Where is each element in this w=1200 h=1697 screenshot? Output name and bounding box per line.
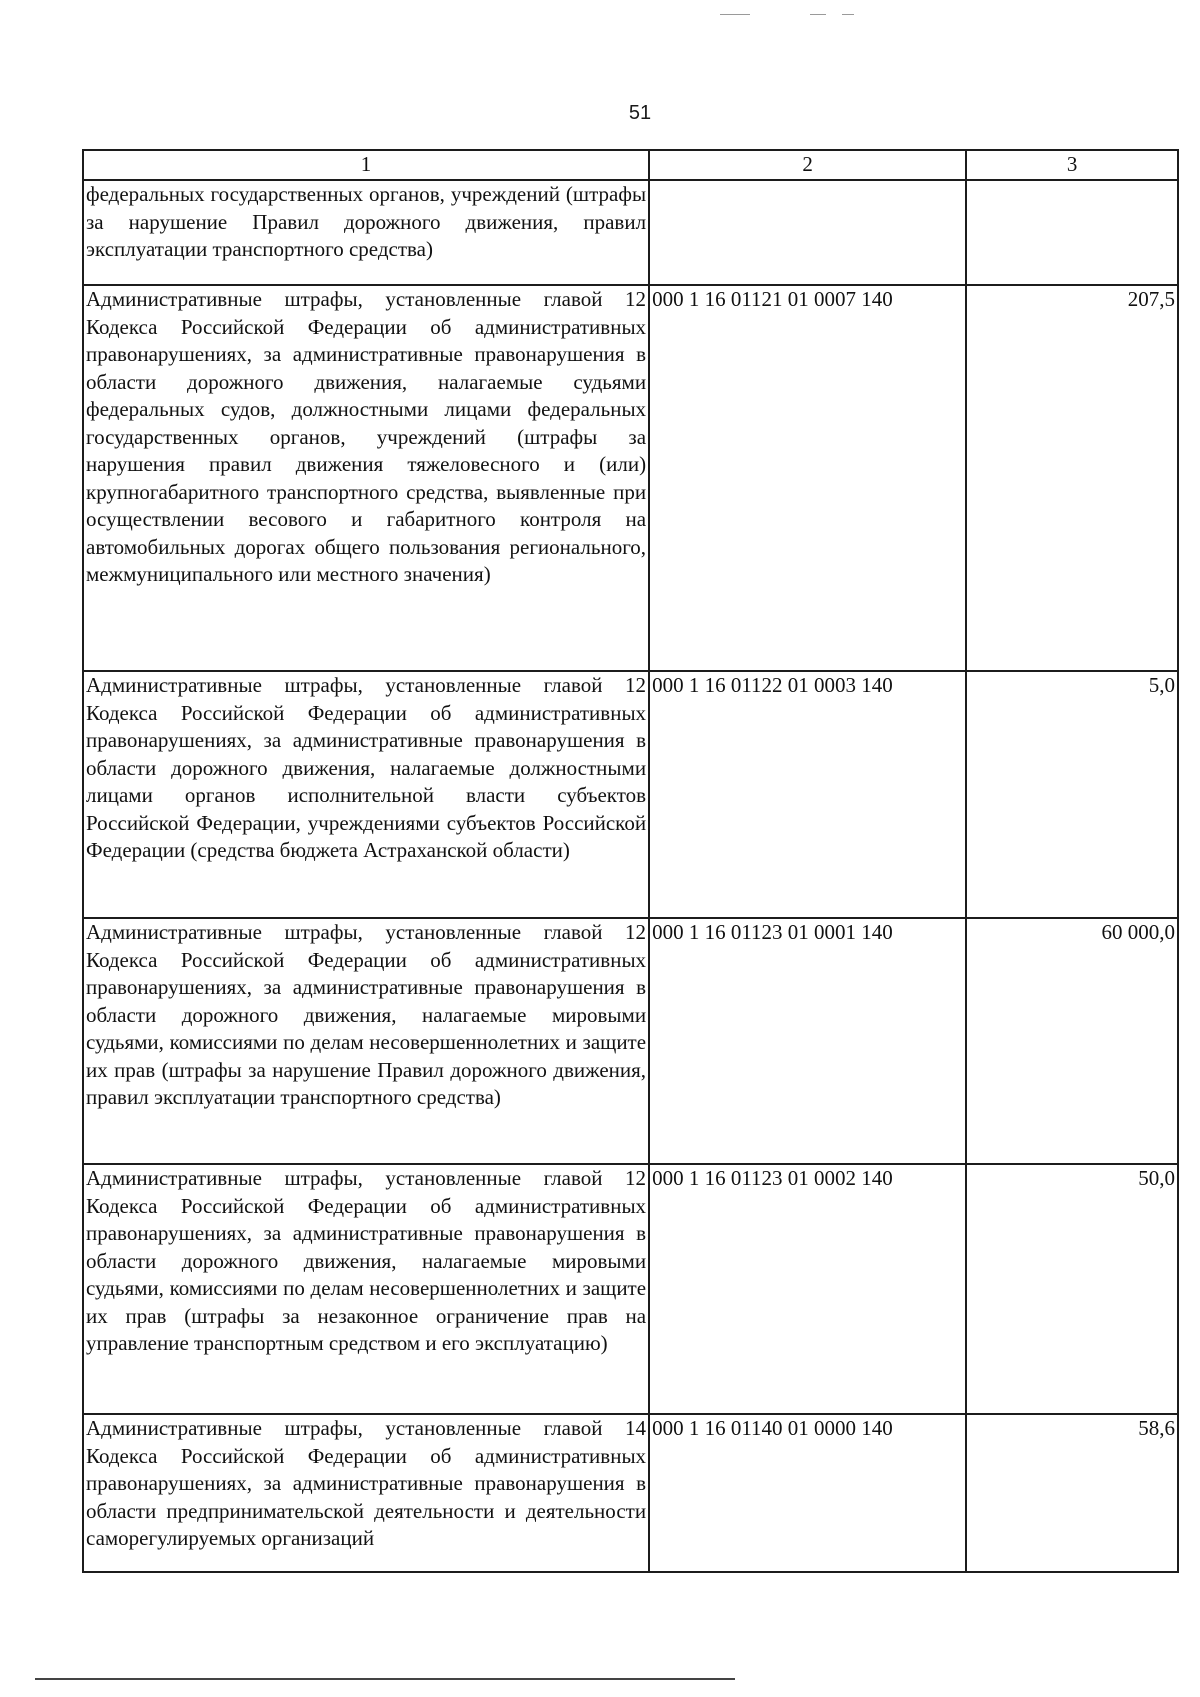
row-amount: 60 000,0 xyxy=(966,918,1178,1164)
page-number: 51 xyxy=(628,102,652,124)
scan-artifact-dash xyxy=(720,14,750,15)
table-header-row xyxy=(83,150,1178,180)
table-row xyxy=(83,285,1178,671)
table-row xyxy=(83,1164,1178,1414)
table-row xyxy=(83,1414,1178,1572)
row-amount: 58,6 xyxy=(966,1414,1178,1572)
row-description: Административные штрафы, установленные главой 12 Кодекса Российской Федерации об административных правонарушениях, за административные правонарушения в области дорожного движения, налагаемые мировыми судьями, комиссиями по делам несовершеннолетних и защите их прав (штрафы за нарушение Правил дорожного движения, правил эксплуатации транспортного средства) xyxy=(83,918,649,1164)
row-code xyxy=(649,180,966,285)
row-description: Административные штрафы, установленные главой 14 Кодекса Российской Федерации об административных правонарушениях, за административные правонарушения в области предпринимательской деятельности и деятельности саморегулируемых организаций xyxy=(83,1414,649,1572)
row-code: 000 1 16 01121 01 0007 140 xyxy=(649,285,966,671)
row-amount xyxy=(966,180,1178,285)
row-amount: 207,5 xyxy=(966,285,1178,671)
scan-artifact-dash xyxy=(810,14,826,15)
row-amount: 5,0 xyxy=(966,671,1178,918)
row-description: Административные штрафы, установленные главой 12 Кодекса Российской Федерации об административных правонарушениях, за административные правонарушения в области дорожного движения, налагаемые мировыми судьями, комиссиями по делам несовершеннолетних и защите их прав (штрафы за незаконное ограничение прав на управление транспортным средством и его эксплуатацию) xyxy=(83,1164,649,1414)
bottom-scan-rule xyxy=(35,1678,735,1680)
row-code: 000 1 16 01140 01 0000 140 xyxy=(649,1414,966,1572)
row-amount: 50,0 xyxy=(966,1164,1178,1414)
table-row xyxy=(83,671,1178,918)
column-header-3: 3 xyxy=(966,150,1178,180)
column-header-1: 1 xyxy=(83,150,649,180)
table-row xyxy=(83,918,1178,1164)
row-code: 000 1 16 01123 01 0001 140 xyxy=(649,918,966,1164)
table-row xyxy=(83,180,1178,285)
row-description: федеральных государственных органов, учреждений (штрафы за нарушение Правил дорожного движения, правил эксплуатации транспортного средства) xyxy=(83,180,649,285)
column-header-2: 2 xyxy=(649,150,966,180)
budget-table xyxy=(82,149,1179,1573)
row-description: Административные штрафы, установленные главой 12 Кодекса Российской Федерации об административных правонарушениях, за административные правонарушения в области дорожного движения, налагаемые судьями федеральных судов, должностными лицами федеральных государственных органов, учреждений (штрафы за нарушения правил движения тяжеловесного и (или) крупногабаритного транспортного средства, выявленные при осуществлении весового и габаритного контроля на автомобильных дорогах общего пользования регионального, межмуниципального или местного значения) xyxy=(83,285,649,671)
row-code: 000 1 16 01123 01 0002 140 xyxy=(649,1164,966,1414)
scan-artifact-dash xyxy=(842,14,854,15)
row-description: Административные штрафы, установленные главой 12 Кодекса Российской Федерации об административных правонарушениях, за административные правонарушения в области дорожного движения, налагаемые должностными лицами органов исполнительной власти субъектов Российской Федерации, учреждениями субъектов Российской Федерации (средства бюджета Астраханской области) xyxy=(83,671,649,918)
row-code: 000 1 16 01122 01 0003 140 xyxy=(649,671,966,918)
